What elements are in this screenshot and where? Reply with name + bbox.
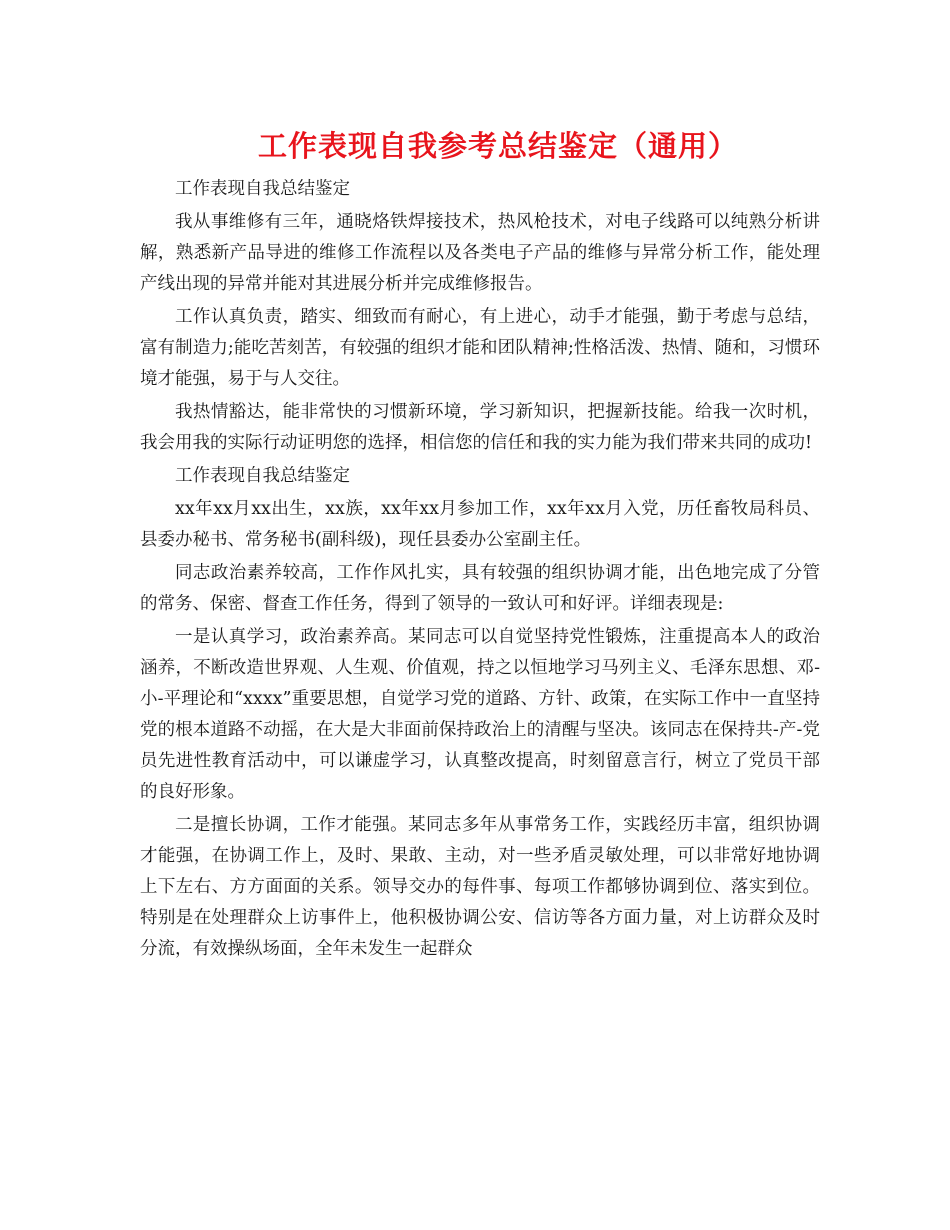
paragraph-4: xx年xx月xx出生，xx族，xx年xx月参加工作，xx年xx月入党，历任畜牧局科员、县委办秘书、常务秘书(副科级)，现任县委办公室副主任。 — [140, 499, 820, 550]
paragraph-7: 二是擅长协调，工作才能强。某同志多年从事常务工作，实践经历丰富，组织协调才能强，在协调工作上，及时、果敢、主动，对一些矛盾灵敏处理，可以非常好地协调上下左右、方方面面的关系。领导交办的每件事、每项工作都够协调到位、落实到位。特别是在处理群众上访事件上，他积极协调公安、信访等各方面力量，对上访群众及时分流，有效操纵场面，全年未发生一起群众 — [140, 815, 820, 959]
paragraph-1: 我从事维修有三年，通晓烙铁焊接技术，热风枪技术，对电子线路可以纯熟分析讲解，熟悉新产品导进的维修工作流程以及各类电子产品的维修与异常分析工作，能处理产线出现的异常并能对其进展分析并完成维修报告。 — [140, 212, 820, 294]
paragraph-2: 工作认真负责，踏实、细致而有耐心，有上进心，动手才能强，勤于考虑与总结，富有制造力;能吃苦刻苦，有较强的组织才能和团队精神;性格活泼、热情、随和，习惯环境才能强，易于与人交往。 — [140, 307, 820, 389]
paragraph-5: 同志政治素养较高，工作作风扎实，具有较强的组织协调才能，出色地完成了分管的常务、保密、督查工作任务，得到了领导的一致认可和好评。详细表现是: — [140, 563, 820, 614]
section-heading-2: 工作表现自我总结鉴定 — [175, 466, 350, 486]
paragraph-3: 我热情豁达，能非常快的习惯新环境，学习新知识，把握新技能。给我一次时机，我会用我的实际行动证明您的选择，相信您的信任和我的实力能为我们带来共同的成功! — [140, 402, 820, 453]
document-title: 工作表现自我参考总结鉴定（通用） — [257, 129, 738, 163]
paragraph-6: 一是认真学习，政治素养高。某同志可以自觉坚持党性锻炼，注重提高本人的政治涵养，不断改造世界观、人生观、价值观，持之以恒地学习马列主义、毛泽东思想、邓-小-平理论和“xxxx”重要思想，自觉学习党的道路、方针、政策，在实际工作中一直坚持党的根本道路不动摇，在大是大非面前保持政治上的清醒与坚决。该同志在保持共-产-党员先进性教育活动中，可以谦虚学习，认真整改提高，时刻留意言行，树立了党员干部的良好形象。 — [140, 627, 820, 802]
document-page — [140, 126, 820, 967]
section-heading-1: 工作表现自我总结鉴定 — [175, 179, 350, 199]
